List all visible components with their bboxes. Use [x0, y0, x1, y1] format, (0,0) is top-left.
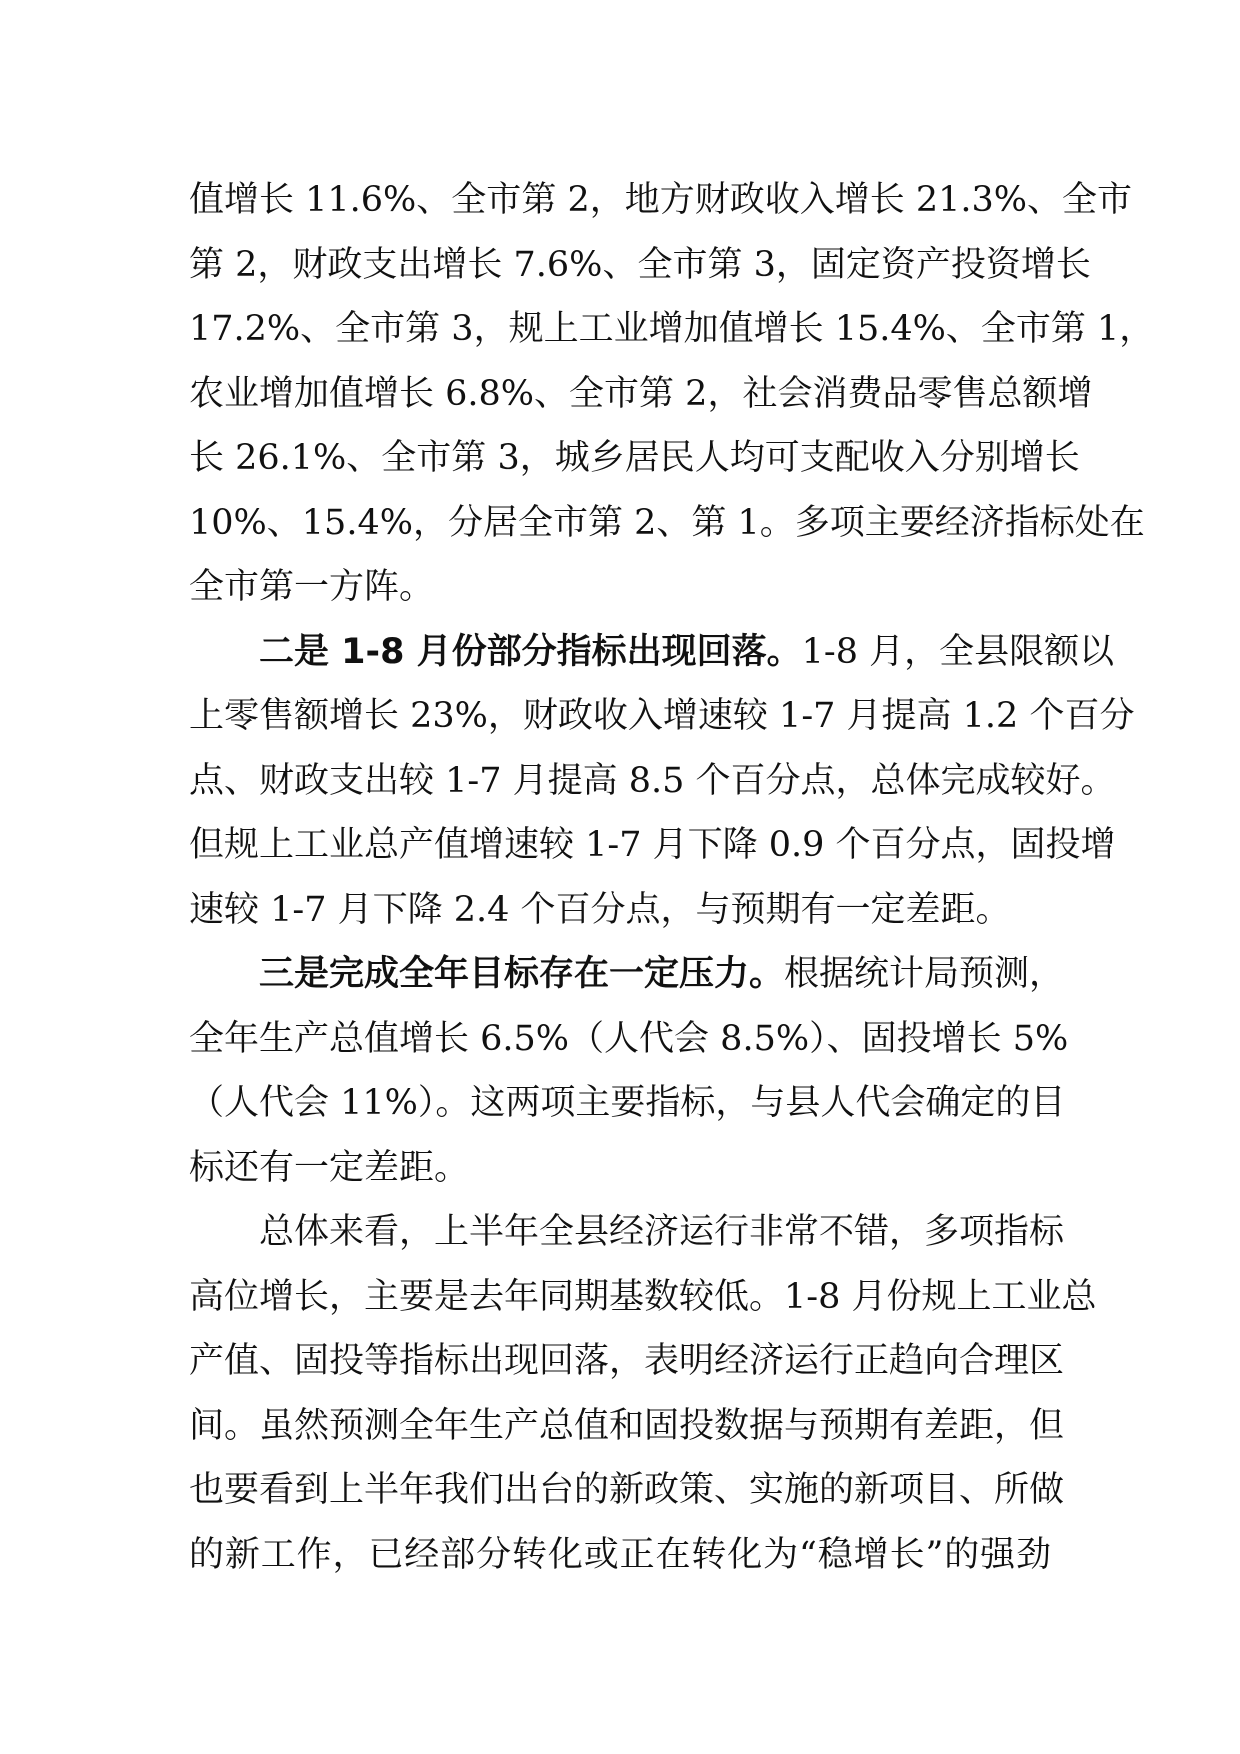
text-line: 10%、15.4%，分居全市第 2、第 1。多项主要经济指标处在: [189, 502, 1145, 543]
text-line: 全年生产总值增长 6.5%（人代会 8.5%）、固投增长 5%: [189, 1018, 1069, 1059]
text-run: 根据统计局预测，: [784, 954, 1065, 994]
text-line: [189, 620, 1115, 685]
text-line: 也要看到上半年我们出台的新政策、实施的新项目、所做: [189, 1470, 1065, 1510]
text-line: 17.2%、全市第 3，规上工业增加值增长 15.4%、全市第 1，: [189, 309, 1155, 349]
text-line: 上零售额增长 23%，财政收入增速较 1-7 月提高 1.2 个百分: [189, 696, 1135, 736]
text-line: 间。虽然预测全年生产总值和固投数据与预期有差距，但: [189, 1405, 1065, 1446]
text-line: [189, 942, 1065, 1007]
text-line: 高位增长，主要是去年同期基数较低。1-8 月份规上工业总: [189, 1276, 1097, 1317]
text-line: 长 26.1%、全市第 3，城乡居民人均可支配收入分别增长: [189, 438, 1080, 478]
paragraph-2: [189, 620, 1135, 943]
text-line: 速较 1-7 月下降 2.4 个百分点，与预期有一定差距。: [189, 889, 1011, 930]
text-run: 1-8 月，全县限额以: [801, 631, 1115, 672]
body-text: [189, 168, 1155, 1587]
text-line: 总体来看，上半年全县经济运行非常不错，多项指标: [259, 1212, 1065, 1252]
text-line: 产值、固投等指标出现回落，表明经济运行正趋向合理区: [189, 1341, 1065, 1381]
paragraph-4: [189, 1200, 1097, 1587]
text-line: 农业增加值增长 6.8%、全市第 2，社会消费品零售总额增: [189, 373, 1093, 414]
bold-heading: 二是 1-8 月份部分指标出现回落。: [259, 631, 802, 672]
paragraph-3: [189, 942, 1069, 1200]
paragraph-1: [189, 168, 1155, 620]
text-line: 第 2，财政支出增长 7.6%、全市第 3，固定资产投资增长: [189, 244, 1091, 285]
text-line: 标还有一定差距。: [189, 1147, 470, 1188]
text-line: 点、财政支出较 1-7 月提高 8.5 个百分点，总体完成较好。: [189, 760, 1116, 801]
text-line: （人代会 11%）。这两项主要指标，与县人代会确定的目: [189, 1083, 1066, 1123]
text-line: 的新工作，已经部分转化或正在转化为“稳增长”的强劲: [189, 1534, 1051, 1575]
text-line: 值增长 11.6%、全市第 2，地方财政收入增长 21.3%、全市: [189, 180, 1133, 220]
bold-heading: 三是完成全年目标存在一定压力。: [259, 954, 785, 994]
text-line: 但规上工业总产值增速较 1-7 月下降 0.9 个百分点，固投增: [189, 825, 1116, 865]
text-line: 全市第一方阵。: [189, 567, 435, 607]
